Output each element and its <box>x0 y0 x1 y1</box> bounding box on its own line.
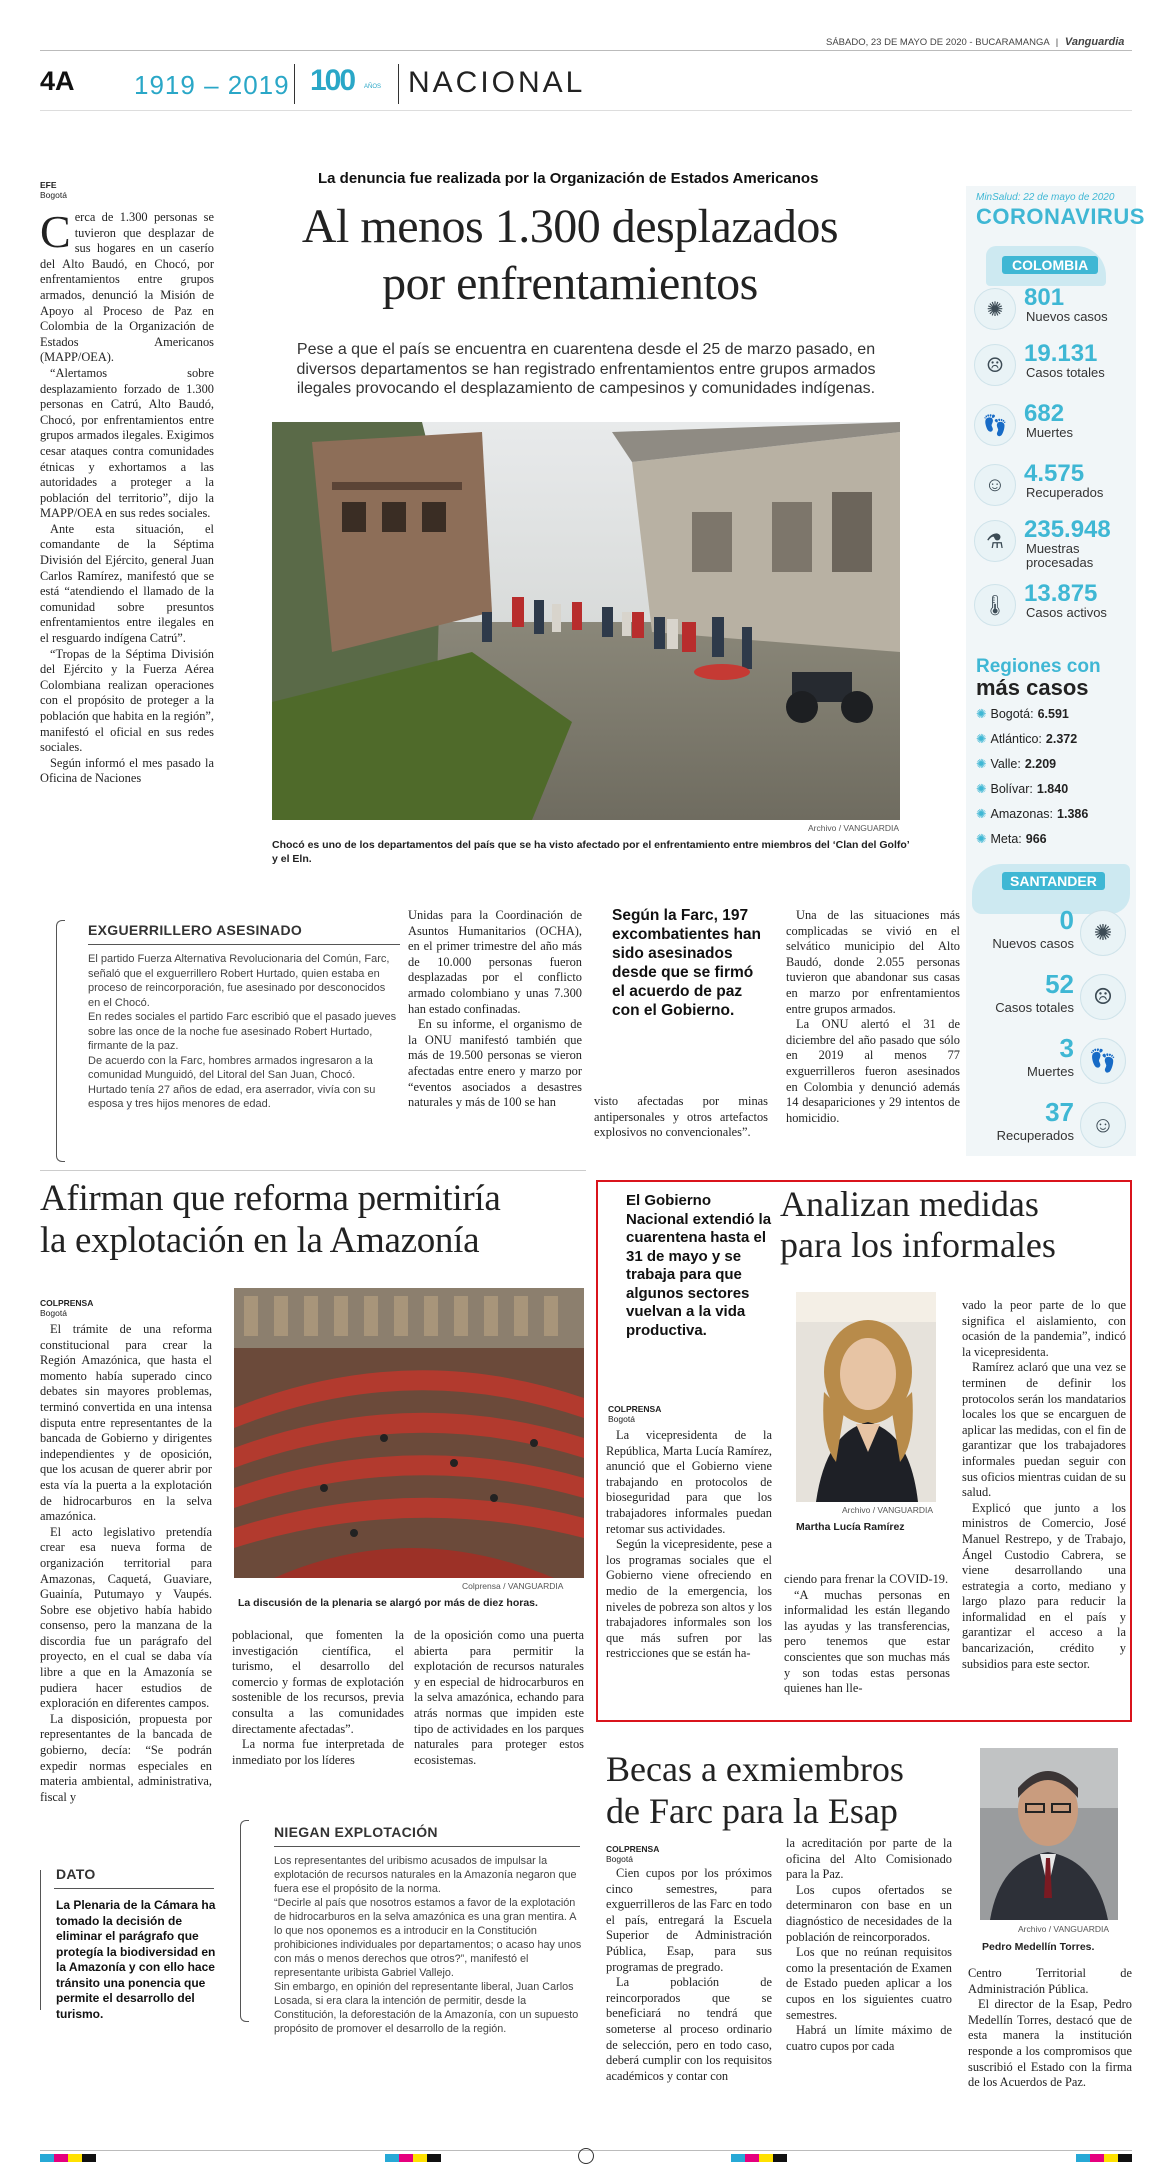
santander-stat-value: 3 <box>1059 1033 1074 1063</box>
region-row <box>976 706 1069 721</box>
becas-col2-p1: la acreditación por parte de la oficina del Alto Comisionado para la Paz. <box>786 1836 952 1882</box>
exguerrillero-box-title: EXGUERRILLERO ASESINADO <box>88 922 303 938</box>
becas-col2-p4: Habrá un límite máximo de cuatro cupos por cada <box>786 2023 952 2053</box>
becas-col2 <box>786 1836 952 2054</box>
region-value: 6.591 <box>1037 707 1069 721</box>
region-row <box>976 756 1056 771</box>
colombia-stat-label: Casos totales <box>1026 365 1105 380</box>
niegan-p2: “Decirle al país que nosotros estamos a favor de la explotación de hidrocarburos en la selva amazónica es una gran mentira. A lo que nos oponemos es a introducir en la Constitución prohibiciones individuales por departamentos; o acaso hay unos con más o menos derechos que otros?”, manifestó el representante uribista Gabriel Vallejo. <box>274 1897 582 1979</box>
informales-col1-p2: Según la vicepresidente, pese a los programas sociales que el Gobierno viene ofreciendo en medio de la emergencia, los niveles de pobreza son altos y los trabajadores informales son los que más sufren por las restricciones que se están ha- <box>606 1537 772 1661</box>
amazonia-col1-p1: El trámite de una reforma constitucional para crear la Región Amazónica, que hasta el momento había superado cinco debates sin mayores problemas, terminó convertida en una intensa disputa entre representantes de la bancada de Gobierno y dirigentes independientes y de oposición, que los acusan de querer abrir por esta vía la puerta a la explotación de hidrocarburos en la selva amazónica. <box>40 1322 212 1524</box>
section-title: NACIONAL <box>408 66 586 99</box>
niegan-box-text <box>274 1854 582 2036</box>
santander-stat-row <box>972 1096 1132 1156</box>
colombia-stat-row <box>974 460 1134 514</box>
informales-col1-p1: La vicepresidenta de la República, Marta Lucía Ramírez, anunció que el Gobierno viene trabajando en protocolos de bioseguridad para que los trabajadores informales puedan retomar sus actividades. <box>606 1428 772 1536</box>
main-byline <box>40 180 67 200</box>
amazonia-col2-p1: poblacional, que fomenten la investigación científica, el turismo, el desarrollo del comercio y formas de explotación sostenible de los recursos, previa consulta a las comunidades directamente afectadas”. <box>232 1628 404 1736</box>
amazonia-city: Bogotá <box>40 1308 67 1318</box>
virus-icon: ✺ <box>974 288 1016 330</box>
colombia-stat-label: Muestras procesadas <box>1026 541 1094 570</box>
becas-col2-p2: Los cupos ofertados se determinaron con base en un diagnóstico de necesidades de la población de reincorporados. <box>786 1882 952 1944</box>
regions-title-2: más casos <box>976 675 1089 700</box>
regions-title <box>976 656 1101 698</box>
street-scene-image <box>272 422 900 820</box>
main-col3: visto afectadas por minas antipersonales y otros artefactos explosivos no convencionales”. <box>594 1094 768 1140</box>
main-col1-p4: “Tropas de la Séptima División del Ejército y la Fuerza Aérea Colombiana realizan operaciones con el propósito de proteger a la población que habita en la región”, manifestó el oficial en sus redes sociales. <box>40 646 214 755</box>
main-col4-p1: Una de las situaciones más complicadas se vivió en el selvático municipio del Alto Baudó, donde 2.055 personas tuvieron que abandonar sus casas en marzo por enfrentamientos entre grupos armados. <box>786 908 960 1016</box>
informales-photo-credit: Archivo / VANGUARDIA <box>842 1505 934 1515</box>
region-value: 966 <box>1025 832 1047 846</box>
informales-headline-line2: para los informales <box>780 1225 1056 1265</box>
becas-photo-credit: Archivo / VANGUARDIA <box>1018 1924 1110 1934</box>
santander-stat-row <box>972 904 1132 964</box>
main-col1-p1: erca de 1.300 personas se tuvieron que desplazar de sus hogares en un caserío del Alto Baudó, en Chocó, por enfrentamientos entre grupos armados, denunció la Misión de Apoyo al Proceso de Paz en Colombia de la Organización de Estados Americanos (MAPP/OEA). <box>40 210 214 365</box>
region-value: 1.386 <box>1057 807 1089 821</box>
informales-byline <box>608 1404 661 1424</box>
region-row <box>976 731 1077 746</box>
main-photo-credit: Archivo / VANGUARDIA <box>808 823 900 833</box>
santander-stat-label: Casos totales <box>995 1000 1074 1015</box>
main-col4-p2: La ONU alertó el 31 de diciembre del año pasado que sólo en 2019 al menos 77 exguerrilleros fueron asesinados en Colombia y denunció además 14 desapariciones y 29 intentos de homicidio. <box>786 1017 960 1125</box>
header-divider-1 <box>294 64 295 104</box>
region-name: Bolívar: <box>990 782 1033 796</box>
main-city: Bogotá <box>40 190 67 200</box>
niegan-box-title: NIEGAN EXPLOTACIÓN <box>274 1824 438 1840</box>
main-col1-p5: Según informó el mes pasado la Oficina de Naciones <box>40 755 214 786</box>
main-headline <box>230 198 910 312</box>
santander-stat-value: 52 <box>1045 969 1074 999</box>
page-number: 4A <box>40 66 75 96</box>
becas-col1-p2: La población de reincorporados que se beneficiará no tendrá que someterse al proceso ordinario de selección, pero en todo caso, deberá cumplir con los requisitos académicos y contar con <box>606 1975 772 2083</box>
santander-stat-row <box>972 968 1132 1028</box>
main-col2-p2: En su informe, el organismo de la ONU manifestó también que más de 19.500 personas se vieron afectadas entre enero y marzo por “eventos asociados a desastres naturales y más de 100 se han <box>408 1017 582 1110</box>
box-bracket-left <box>56 920 65 1162</box>
medellin-portrait-image <box>980 1748 1118 1920</box>
main-photo-caption: Chocó es uno de los departamentos del país que se ha visto afectado por el enfrentamiento entre miembros del ‘Clan del Golfo’ y el Eln. <box>272 839 910 865</box>
colombia-stat-value: 4.575 <box>1024 460 1085 487</box>
region-row <box>976 831 1047 846</box>
dropcap: C <box>40 210 71 257</box>
exguerrillero-box-rule <box>88 944 400 945</box>
amazonia-photo-caption: La discusión de la plenaria se alargó por más de diez horas. <box>238 1597 538 1609</box>
informales-col2 <box>784 1572 950 1697</box>
informales-photo-caption: Martha Lucía Ramírez <box>796 1521 905 1533</box>
amazonia-col1-p3: La disposición, propuesta por representantes de la bancada de gobierno, decía: “Se podrán expedir normas especiales en materia ambiental, administrativa, fiscal y <box>40 1711 212 1804</box>
healthy-person-icon: ☺ <box>974 464 1016 506</box>
region-value: 1.840 <box>1036 782 1069 796</box>
becas-headline-line1: Becas a exmiembros <box>606 1749 904 1789</box>
main-headline-line2: por enfrentamientos <box>382 257 758 310</box>
dato-title: DATO <box>56 1866 96 1882</box>
informales-photo <box>796 1292 936 1502</box>
region-name: Amazonas: <box>990 807 1054 821</box>
informales-col2-p2: “A muchas personas en informalidad les están llegando las ayudas y las transferencias, pero tenemos que estar conscientes que son muchas más y son todas estas personas quienes han lle- <box>784 1587 950 1696</box>
corona-source: MinSalud: 22 de mayo de 2020 <box>976 192 1115 203</box>
amazonia-photo <box>234 1288 584 1578</box>
congress-chamber-image <box>234 1288 584 1578</box>
main-pull-quote: Según la Farc, 197 excombatientes han sido asesinados desde que se firmó el acuerdo de paz con el Gobierno. <box>612 907 762 1019</box>
amazonia-col3: de la oposición como una puerta abierta para permitir la explotación de recursos naturales y en especial de hidrocarburos en la selva amazónica, echando para atrás normas que impiden este tipo de actividades en los parques naturales para proteger estos ecosistemas. <box>414 1628 584 1767</box>
informales-headline <box>780 1184 1056 1266</box>
becas-photo <box>980 1748 1118 1920</box>
region-name: Meta: <box>990 832 1022 846</box>
exguerrillero-p4: Hurtado tenía 27 años de edad, era aserrador, vivía con su esposa y tres hijos menores de edad. <box>88 1083 376 1110</box>
section-rule-mid <box>40 1170 586 1171</box>
paper-name: Vanguardia <box>1064 36 1125 48</box>
colombia-stat-value: 682 <box>1024 400 1065 427</box>
colombia-stat-label: Nuevos casos <box>1026 309 1108 324</box>
header-rule <box>40 50 1132 51</box>
header-divider-2 <box>398 64 399 104</box>
colombia-stat-label: Casos activos <box>1026 605 1107 620</box>
region-name: Atlántico: <box>990 732 1042 746</box>
main-col1-p3: Ante esta situación, el comandante de la Séptima División del Ejército, general Juan Carlos Ramírez, manifestó que se está “atendiendo el llamado de la comunidad sobre presuntos enfrentamientos entre ilegales en el resguardo indígena Catrú”. <box>40 521 214 646</box>
sick-person-icon: ☹ <box>1080 974 1126 1020</box>
niegan-p3: Sin embargo, en opinión del representante liberal, Juan Carlos Losada, si era clara la intención de permitir, desde la Constitución, la deforestación de la Amazonía, con un supuesto propósito de promover el desarrollo de la región. <box>274 1981 579 2035</box>
colombia-stat-value: 801 <box>1024 284 1065 311</box>
amazonia-col1-p2: El acto legislativo pretendía crear esa nueva forma de organización territorial para Amazonas, Caquetá, Guaviare, Guainía, Putumayo y Vaupés. Sobre ese objetivo había habido consenso, pero la manzana de la discordia fue un parágrafo del proyecto, en el cual se daba vía libre a que en la Amazonía se pudiera hacer estudios de exploración en diferentes campos. <box>40 1524 212 1711</box>
color-bar <box>40 2154 1132 2162</box>
main-kicker: La denuncia fue realizada por la Organización de Estados Americanos <box>318 170 819 187</box>
santander-stat-value: 37 <box>1045 1097 1074 1127</box>
dato-rule <box>54 1888 214 1889</box>
feet-icon: 👣 <box>1080 1038 1126 1084</box>
informales-agency: COLPRENSA <box>608 1404 662 1414</box>
anniversary-logo <box>306 62 386 104</box>
colombia-stat-row <box>974 516 1134 570</box>
amazonia-agency: COLPRENSA <box>40 1298 94 1308</box>
informales-city: Bogotá <box>608 1414 635 1424</box>
informales-col3-p1: vado la peor parte de lo que significa el aislamiento, con ocasión de la pandemia”, indicó la vicepresidenta. <box>962 1298 1126 1359</box>
region-row <box>976 806 1088 821</box>
negacion-bracket <box>240 1820 249 2022</box>
region-name: Valle: <box>990 757 1021 771</box>
colombia-label: COLOMBIA <box>1002 256 1098 274</box>
dato-text: La Plenaria de la Cámara ha tomado la decisión de eliminar el parágrafo que protegía la biodiversidad en la Amazonía y con ello hace tránsito una ponencia que permite el desarrollo del turismo. <box>56 1898 216 2021</box>
becas-col1 <box>606 1866 772 2084</box>
amazonia-headline-line1: Afirman que reforma permitiría <box>40 1178 501 1219</box>
anniversary-years: 1919 – 2019 <box>134 70 290 100</box>
feet-icon: 👣 <box>974 404 1016 446</box>
informales-col3 <box>962 1298 1126 1672</box>
becas-col3 <box>968 1966 1132 2091</box>
thermometer-person-icon: 🌡 <box>974 584 1016 626</box>
niegan-p1: Los representantes del uribismo acusados de impulsar la explotación de recursos naturales en la Amazonía negaron que fuera ese el propósito de la norma. <box>274 1855 577 1895</box>
informales-pull-quote: El Gobierno Nacional extendió la cuarentena hasta el 31 de mayo y se trabaja para que algunos sectores vuelvan a la vida productiva. <box>626 1192 772 1339</box>
becas-col3-p1: Centro Territorial de Administración Pública. <box>968 1966 1132 1996</box>
niegan-box-rule <box>274 1846 580 1847</box>
region-value: 2.372 <box>1045 732 1078 746</box>
date-line: SÁBADO, 23 DE MAYO DE 2020 - BUCARAMANGA | Vanguardia <box>826 36 1125 48</box>
main-deck: Pese a que el país se encuentra en cuarentena desde el 25 de marzo pasado, en diversos departamentos se han registrado enfrentamientos entre grupos armados ilegales provocando el desplazamiento de campesinos y comunidades indígenas. <box>296 341 876 397</box>
region-row <box>976 781 1068 796</box>
becas-byline <box>606 1844 659 1864</box>
vicepresident-portrait-image <box>796 1292 936 1502</box>
main-agency: EFE <box>40 180 57 190</box>
main-col4 <box>786 908 960 1126</box>
informales-col3-p2: Ramírez aclaró que una vez se terminen de definir los protocolos serán los mandatarios locales los que se encarguen de aplicar las medidas, con el fin de garantizar que los trabajadores informales puedan seguir con sus oficios mientras cuidan de su salud. <box>962 1360 1126 1500</box>
microscope-icon: ⚗ <box>974 520 1016 562</box>
colombia-stat-row <box>974 284 1134 338</box>
amazonia-headline-line2: la explotación en la Amazonía <box>40 1220 480 1261</box>
santander-stat-label: Muertes <box>1027 1064 1074 1079</box>
colombia-stat-row <box>974 340 1134 394</box>
virus-icon: ✺ <box>976 757 987 771</box>
santander-stat-label: Nuevos casos <box>992 936 1074 951</box>
healthy-person-icon: ☺ <box>1080 1102 1126 1148</box>
main-col2-p1: Unidas para la Coordinación de Asuntos Humanitarios (OCHA), en el primer trimestre del año más de 10.000 personas fueron desplazadas por el conflicto armado colombiano y unas 7.300 han estado confinadas. <box>408 908 582 1016</box>
becas-col3-p2: El director de la Esap, Pedro Medellín Torres, destacó que de esta manera la institución responde a los compromisos que suscribió el Estado con la firma de los Acuerdos de Paz. <box>968 1997 1132 2090</box>
dato-bracket <box>40 1870 47 2010</box>
colombia-stat-row <box>974 580 1134 634</box>
becas-photo-caption: Pedro Medellín Torres. <box>982 1941 1095 1953</box>
santander-stat-value: 0 <box>1059 905 1074 935</box>
virus-icon: ✺ <box>976 707 987 721</box>
informales-col3-p3: Explicó que junto a los ministros de Comercio, José Manuel Restrepo, y de Trabajo, Ángel Custodio Cabrera, se viene desarrollando una estrategia a corto, mediano y largo plazo para reducir la informalidad en el país y garantizar el acceso a la bancarización, crédito y subsidios para este sector. <box>962 1500 1126 1671</box>
becas-col2-p3: Los que no reúnan requisitos como la presentación de Examen de Estado pueden aplicar a los cupos en los siguientes cuatro semestres. <box>786 1945 952 2022</box>
regions-title-1: Regiones con <box>976 656 1101 677</box>
corona-title: CORONAVIRUS <box>976 204 1145 229</box>
main-headline-line1: Al menos 1.300 desplazados <box>301 200 839 253</box>
amazonia-headline <box>40 1178 501 1262</box>
sick-person-icon: ☹ <box>974 344 1016 386</box>
virus-icon: ✺ <box>976 732 987 746</box>
colombia-stat-label: Recuperados <box>1026 485 1104 500</box>
amazonia-col1 <box>40 1322 212 1862</box>
main-col2 <box>408 908 582 1111</box>
colombia-stat-label: Muertes <box>1026 425 1073 440</box>
virus-icon: ✺ <box>1080 910 1126 956</box>
virus-icon: ✺ <box>976 782 987 796</box>
date-text: SÁBADO, 23 DE MAYO DE 2020 - BUCARAMANGA <box>826 37 1050 48</box>
region-value: 2.209 <box>1024 757 1057 771</box>
logo-number: 100 <box>310 64 355 97</box>
santander-label: SANTANDER <box>1002 872 1105 890</box>
exguerrillero-p2: En redes sociales el partido Farc escribió que el pasado jueves sobre las once de la noche fue asesinado Robert Hurtado, firmante de la paz. <box>88 1011 397 1052</box>
amazonia-col2 <box>232 1628 404 1768</box>
amazonia-byline <box>40 1298 93 1318</box>
virus-icon: ✺ <box>976 832 987 846</box>
becas-col1-p1: Cien cupos por los próximos cinco semestres, para exguerrilleros de las Farc en todo el país, entregará la Escuela Superior de Administración Pública, Esap, para sus programas de pregrado. <box>606 1866 772 1974</box>
becas-agency: COLPRENSA <box>606 1844 660 1854</box>
main-photo <box>272 422 900 820</box>
informales-headline-line1: Analizan medidas <box>780 1184 1039 1224</box>
main-col1 <box>40 210 214 910</box>
main-col1-p2: “Alertamos sobre desplazamiento forzado de 1.300 personas en Catrú, Alto Baudó, Chocó, por enfrentamientos entre grupos armados ilegales. Exigimos cesar ataques contra comunidades étnicas y exhortamos a las autoridades a proteger a la población del territorio”, dijo la MAPP/OEA en sus redes sociales. <box>40 365 214 521</box>
colombia-stat-value: 19.131 <box>1024 340 1098 367</box>
colombia-stat-value: 235.948 <box>1024 516 1111 543</box>
region-name: Bogotá: <box>990 707 1034 721</box>
amazonia-col2-p2: La norma fue interpretada de inmediato por los líderes <box>232 1737 404 1767</box>
logo-sub: AÑOS <box>364 84 382 90</box>
informales-col1 <box>606 1428 772 1662</box>
exguerrillero-box-text <box>88 952 400 1112</box>
becas-city: Bogotá <box>606 1854 633 1864</box>
becas-headline-line2: de Farc para la Esap <box>606 1791 898 1831</box>
santander-stat-row <box>972 1032 1132 1092</box>
colombia-stat-value: 13.875 <box>1024 580 1098 607</box>
santander-stat-label: Recuperados <box>996 1128 1074 1143</box>
exguerrillero-p3: De acuerdo con la Farc, hombres armados ingresaron a la comunidad Munguidó, del Litoral del San Juan, Chocó. <box>88 1054 373 1081</box>
header-bottom-rule <box>40 110 1132 111</box>
informales-col2-p1: ciendo para frenar la COVID-19. <box>784 1572 949 1586</box>
colombia-stat-row <box>974 400 1134 454</box>
amazonia-photo-credit: Colprensa / VANGUARDIA <box>462 1581 564 1591</box>
becas-headline <box>606 1748 904 1832</box>
exguerrillero-p1: El partido Fuerza Alternativa Revolucionaria del Común, Farc, señaló que el exguerrillero Robert Hurtado, quien estaba en proceso de reincorporación, fue asesinado por desconocidos en el Chocó. <box>88 953 390 1009</box>
virus-icon: ✺ <box>976 807 987 821</box>
